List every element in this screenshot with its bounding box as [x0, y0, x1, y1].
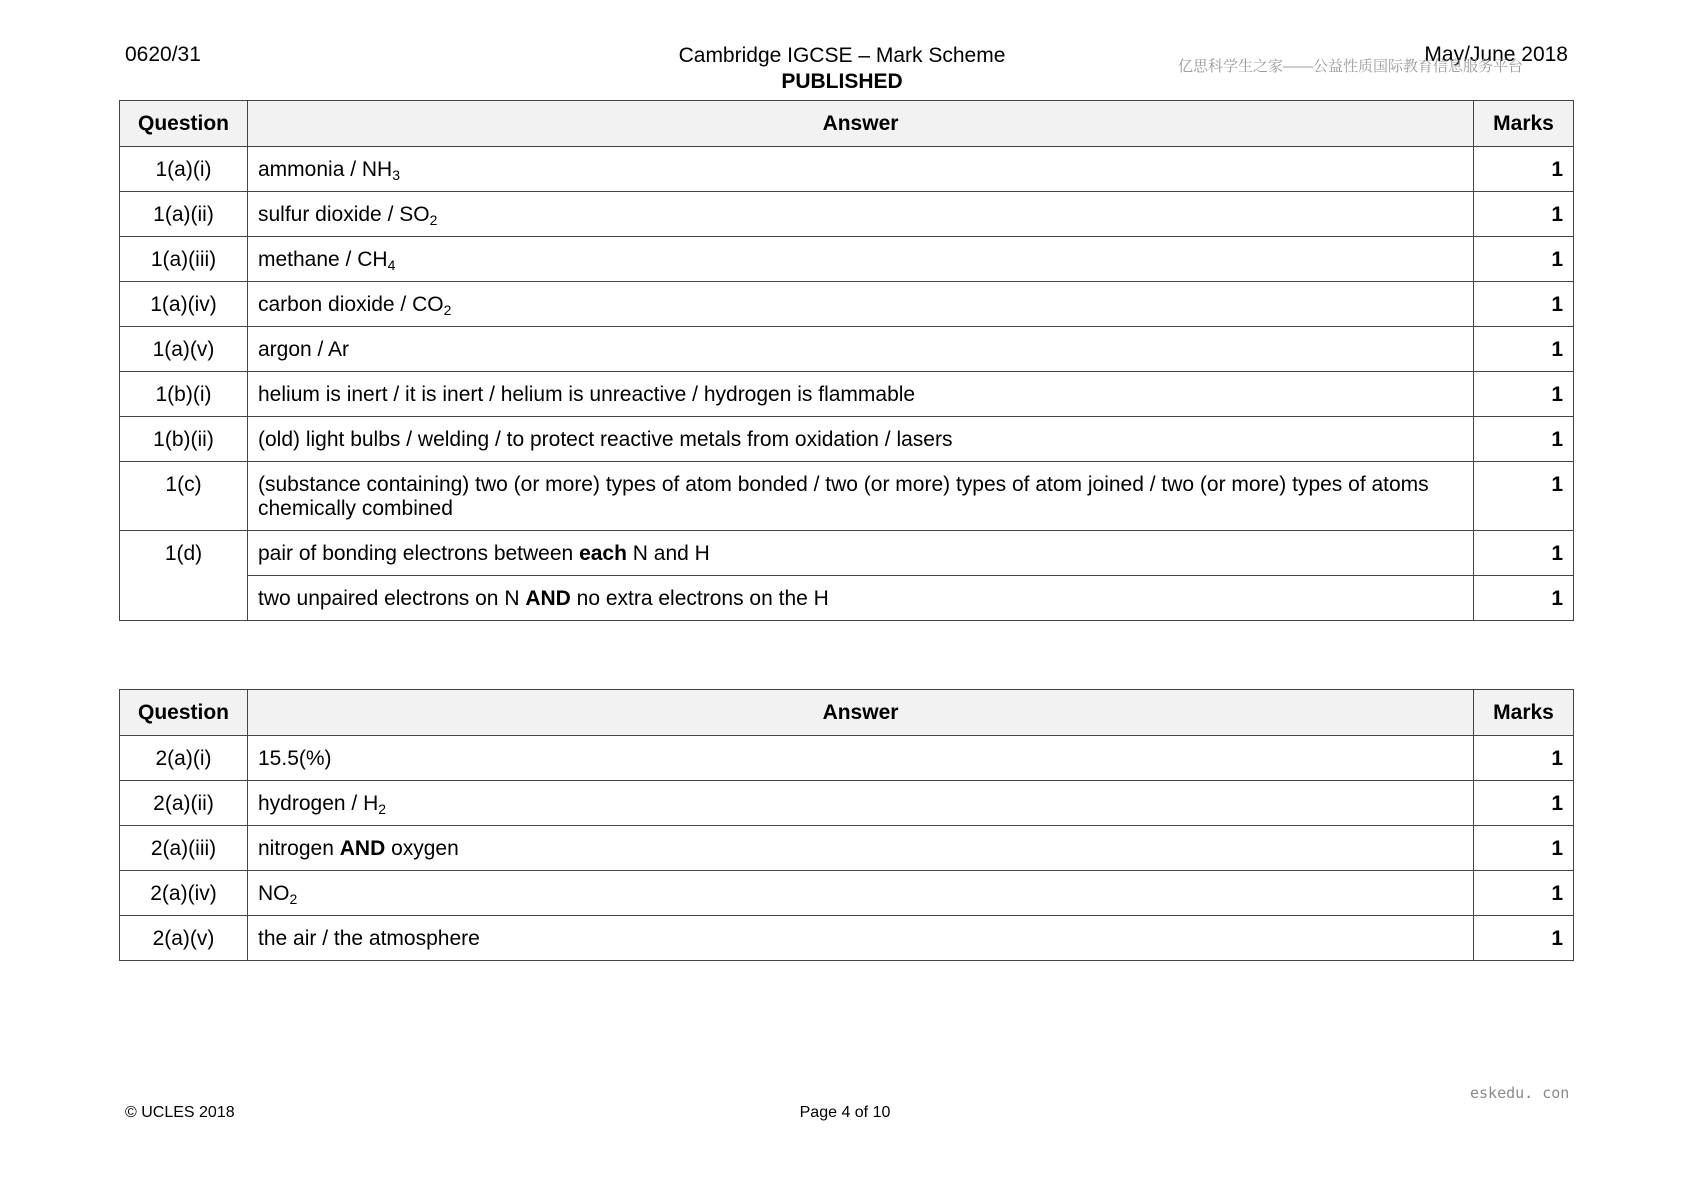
marks-value: 1: [1474, 871, 1574, 916]
answer-text: pair of bonding electrons between each N and H: [248, 531, 1474, 576]
question-number: 2(a)(i): [120, 736, 248, 781]
answer-text: (substance containing) two (or more) types of atom bonded / two (or more) types of atom joined / two (or more) types of atoms chemically combined: [248, 462, 1474, 531]
answer-header: Answer: [248, 101, 1474, 147]
table-row: [120, 417, 1574, 462]
marks-value: 1: [1474, 781, 1574, 826]
answer-text: helium is inert / it is inert / helium is unreactive / hydrogen is flammable: [248, 372, 1474, 417]
table-row: [120, 237, 1574, 282]
table-row: [120, 192, 1574, 237]
document-title: Cambridge IGCSE – Mark Scheme: [678, 44, 1006, 67]
question-number: 1(a)(iii): [120, 237, 248, 282]
marks-value: 1: [1474, 327, 1574, 372]
answer-text: methane / $CH_4$: [248, 237, 1474, 282]
table-header-row: [120, 690, 1574, 736]
question-number: 1(a)(v): [120, 327, 248, 372]
answer-text: the air / the atmosphere: [248, 916, 1474, 961]
page-number: Page 4 of 10: [799, 1104, 891, 1121]
table-row: [120, 736, 1574, 781]
answer-text: nitrogen AND oxygen: [248, 826, 1474, 871]
question-number: 2(a)(iv): [120, 871, 248, 916]
site-watermark: eskedu. con: [1470, 1084, 1570, 1102]
table-row: [120, 531, 1574, 576]
marks-value: 1: [1474, 417, 1574, 462]
marks-header: Marks: [1474, 101, 1574, 147]
question-number: 1(a)(iv): [120, 282, 248, 327]
table-row: [120, 282, 1574, 327]
table-header-row: [120, 101, 1574, 147]
answer-text: ammonia / $NH_3$: [248, 147, 1474, 192]
table-row: [120, 327, 1574, 372]
question-header: Question: [120, 101, 248, 147]
table-row: [120, 462, 1574, 531]
answer-text: $NO_2$: [248, 871, 1474, 916]
marks-value: 1: [1474, 192, 1574, 237]
marks-value: 1: [1474, 147, 1574, 192]
exam-session: May/June 2018: [1424, 43, 1568, 66]
table-row: [120, 576, 1574, 621]
answer-text: 15.5(%): [248, 736, 1474, 781]
answer-text: carbon dioxide / $CO_2$: [248, 282, 1474, 327]
question-number: 1(c): [120, 462, 248, 531]
marks-value: 1: [1474, 462, 1574, 531]
published-label: PUBLISHED: [781, 70, 903, 93]
marks-value: 1: [1474, 576, 1574, 621]
marks-value: 1: [1474, 372, 1574, 417]
question-number: 1(b)(ii): [120, 417, 248, 462]
table-row: [120, 372, 1574, 417]
answer-header: Answer: [248, 690, 1474, 736]
question-number: 1(a)(i): [120, 147, 248, 192]
question-number: 2(a)(v): [120, 916, 248, 961]
question-number: 2(a)(iii): [120, 826, 248, 871]
question-header: Question: [120, 690, 248, 736]
mark-scheme-table-1: [119, 100, 1574, 621]
question-number: 1(b)(i): [120, 372, 248, 417]
answer-text: (old) light bulbs / welding / to protect reactive metals from oxidation / lasers: [248, 417, 1474, 462]
table-row: [120, 871, 1574, 916]
marks-value: 1: [1474, 282, 1574, 327]
copyright-notice: © UCLES 2018: [125, 1104, 235, 1121]
table-row: [120, 147, 1574, 192]
marks-header: Marks: [1474, 690, 1574, 736]
table-row: [120, 781, 1574, 826]
table-row: [120, 826, 1574, 871]
mark-scheme-table-2: [119, 689, 1574, 961]
answer-text: sulfur dioxide / $SO_2$: [248, 192, 1474, 237]
answer-text: hydrogen / $H_2$: [248, 781, 1474, 826]
paper-code: 0620/31: [125, 43, 201, 66]
document-title-block: [542, 43, 1142, 95]
marks-value: 1: [1474, 916, 1574, 961]
question-number: 1(d): [120, 531, 248, 621]
table-row: [120, 916, 1574, 961]
answer-text: two unpaired electrons on N AND no extra electrons on the H: [248, 576, 1474, 621]
question-number: 2(a)(ii): [120, 781, 248, 826]
watermark-text: 亿思科学生之家——公益性质国际教育信息服务平台: [1178, 58, 1524, 75]
answer-text: argon / Ar: [248, 327, 1474, 372]
question-number: 1(a)(ii): [120, 192, 248, 237]
marks-value: 1: [1474, 237, 1574, 282]
marks-value: 1: [1474, 736, 1574, 781]
marks-value: 1: [1474, 531, 1574, 576]
marks-value: 1: [1474, 826, 1574, 871]
